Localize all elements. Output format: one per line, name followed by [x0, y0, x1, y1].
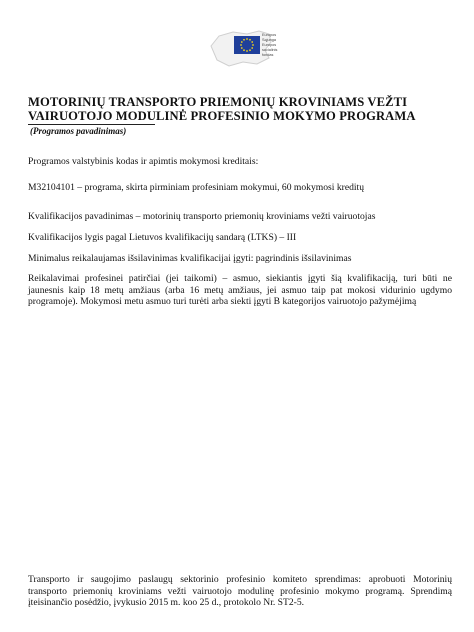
qualification-name: Kvalifikacijos pavadinimas – motorinių transporto priemonių kroviniams vežti vairuotojas [28, 211, 376, 222]
eu-caption [262, 33, 322, 58]
eu-star-icon [241, 41, 243, 43]
document-title [28, 95, 448, 123]
eu-caption-line: Europos [262, 43, 277, 47]
decision-line: įteisinančio posėdžio, įvykusio 2015 m. koo 25 d., protokolo Nr. ST2-5. [28, 597, 305, 609]
code-heading: Programos valstybinis kodas ir apimtis mokymosi kreditais: [28, 156, 259, 167]
eu-caption-line: socialinis [262, 48, 278, 52]
minimum-education: Minimalus reikalaujamas išsilavinimas kvalifikacijai įgyti: pagrindinis išsilavinimas [28, 253, 352, 264]
requirements-line: programoje). Mokymosi metu asmuo turi turėti arba siekti įgyti B kategorijos vairuotojo pažymėjimą [28, 296, 417, 308]
eu-caption-line: Europos [262, 33, 277, 37]
eu-star-icon [246, 38, 248, 40]
title-line-2: VAIRUOTOJO MODULINĖ PROFESINIO MOKYMO PROGRAMA [28, 109, 416, 123]
eu-star-icon [243, 49, 245, 51]
qualification-level: Kvalifikacijos lygis pagal Lietuvos kvalifikacijų sandarą (LTKS) – III [28, 232, 297, 243]
eu-star-icon [249, 49, 251, 51]
eu-star-icon [252, 44, 254, 46]
eu-caption-line: Sąjunga [262, 38, 276, 42]
title-line-1: MOTORINIŲ TRANSPORTO PRIEMONIŲ KROVINIAMS VEŽTI [28, 95, 408, 109]
decision-line: Transporto ir saugojimo paslaugų sektorinio profesinio komiteto sprendimas: aprobuoti Motorinių [28, 574, 452, 585]
code-line: M32104101 – programa, skirta pirminiam profesiniam mokymui, 60 mokymosi kreditų [28, 182, 365, 193]
title-underline [28, 124, 155, 125]
eu-caption-line: fondas [262, 53, 274, 57]
decision-line: transporto priemonių kroviniams vežti vairuotojo modulinę profesinio mokymo programą. Sprendimą [28, 585, 452, 597]
eu-star-icon [251, 41, 253, 43]
requirements-line: jaunesnis kaip 18 metų amžiaus (arba 16 metų amžiaus, jei asmuo taip pat mokosi vidurinio ugdymo [28, 284, 452, 296]
eu-star-icon [241, 47, 243, 49]
experience-requirements [28, 273, 452, 308]
eu-star-icon [249, 39, 251, 41]
eu-star-icon [251, 47, 253, 49]
eu-star-icon [243, 39, 245, 41]
program-name-caption: (Programos pavadinimas) [30, 126, 127, 136]
requirements-line: Reikalavimai profesinei patirčiai (jei taikomi) – asmuo, siekiantis įgyti šią kvalifikaciją, turi būti ne [28, 273, 452, 284]
committee-decision [28, 574, 452, 609]
eu-star-icon [246, 50, 248, 52]
eu-star-icon [240, 44, 242, 46]
